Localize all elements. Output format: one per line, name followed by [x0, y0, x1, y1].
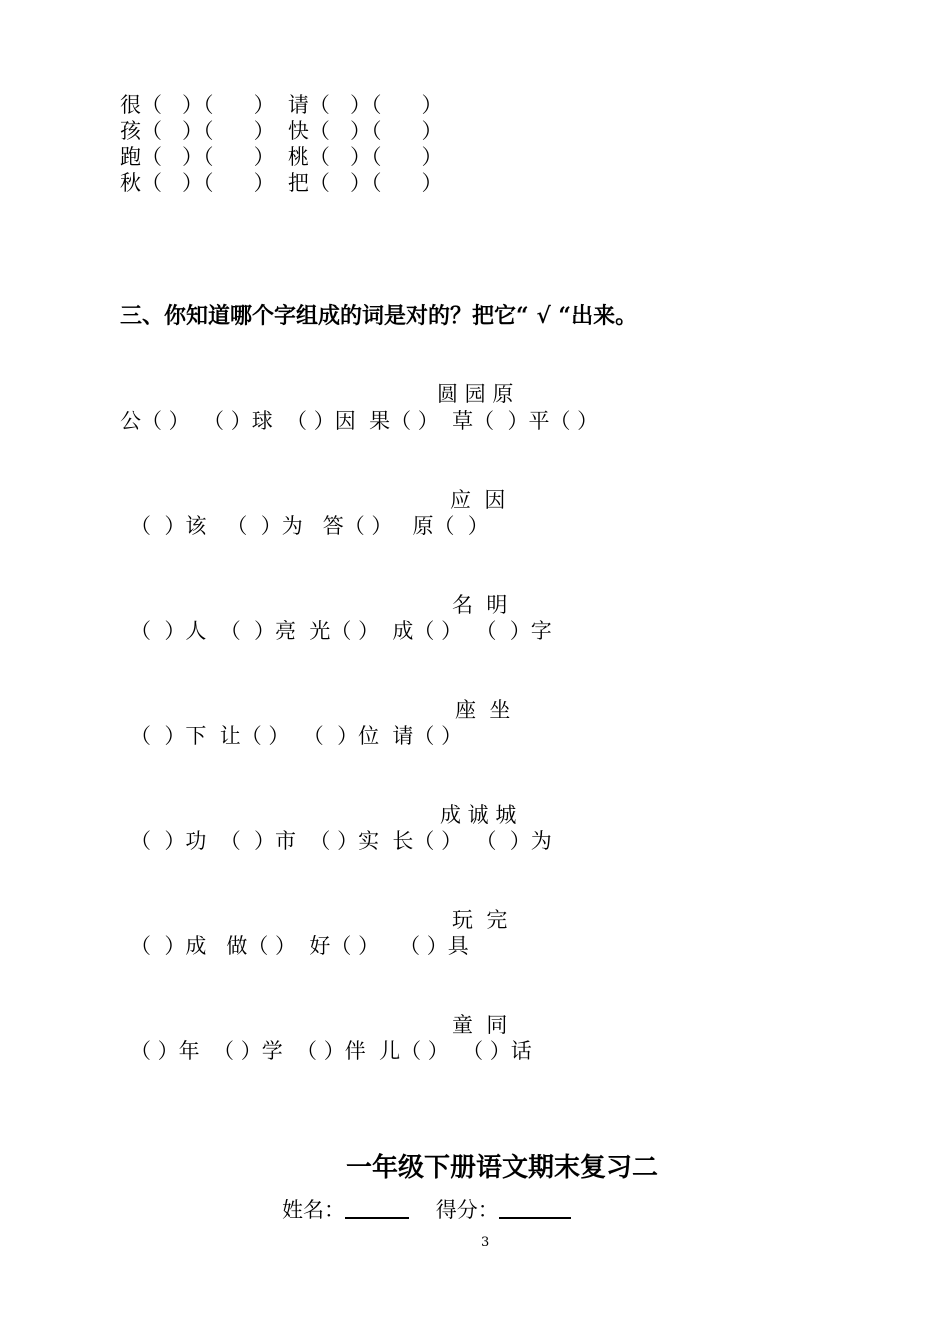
option-characters: 玩 完 [452, 908, 508, 932]
page-title: 一年级下册语文期末复习二 [346, 1153, 659, 1183]
score-label: 得分： [435, 1198, 499, 1222]
option-characters: 圆 园 原 [437, 382, 514, 406]
exercise-line: （ ）功 （ ）市 （ ）实 长（ ） （ ）为 [130, 829, 552, 853]
exercise-line: 公（ ） （ ）球 （ ）因 果（ ） 草（ ）平（ ） [120, 409, 599, 433]
name-blank[interactable] [345, 1197, 409, 1219]
option-characters: 座 坐 [455, 698, 511, 722]
option-characters: 名 明 [452, 593, 508, 617]
word-row: 秋（ ）（ ） 把（ ）（ ） [120, 171, 443, 195]
score-blank[interactable] [499, 1197, 571, 1219]
word-row: 跑（ ）（ ） 桃（ ）（ ） [120, 145, 443, 169]
name-score-line [282, 1196, 571, 1224]
word-row: 孩（ ）（ ） 快（ ）（ ） [120, 119, 443, 143]
option-characters: 应 因 [450, 488, 506, 512]
exercise-line: （ ）年 （ ）学 （ ）伴 儿（ ） （ ）话 [130, 1039, 532, 1063]
name-label: 姓名： [282, 1198, 345, 1222]
page-number: 3 [481, 1235, 490, 1250]
exercise-line: （ ）成 做（ ） 好（ ） （ ）具 [130, 934, 469, 958]
option-characters: 成 诚 城 [440, 803, 517, 827]
word-row: 很（ ）（ ） 请（ ）（ ） [120, 93, 443, 117]
section-heading: 三、你知道哪个字组成的词是对的？把它“ √ “出来。 [120, 303, 638, 329]
exercise-line: （ ）下 让（ ） （ ）位 请（ ） [130, 724, 463, 748]
exercise-line: （ ）该 （ ）为 答（ ） 原（ ） [130, 514, 489, 538]
exercise-line: （ ）人 （ ）亮 光（ ） 成（ ） （ ）字 [130, 619, 552, 643]
option-characters: 童 同 [452, 1013, 508, 1037]
